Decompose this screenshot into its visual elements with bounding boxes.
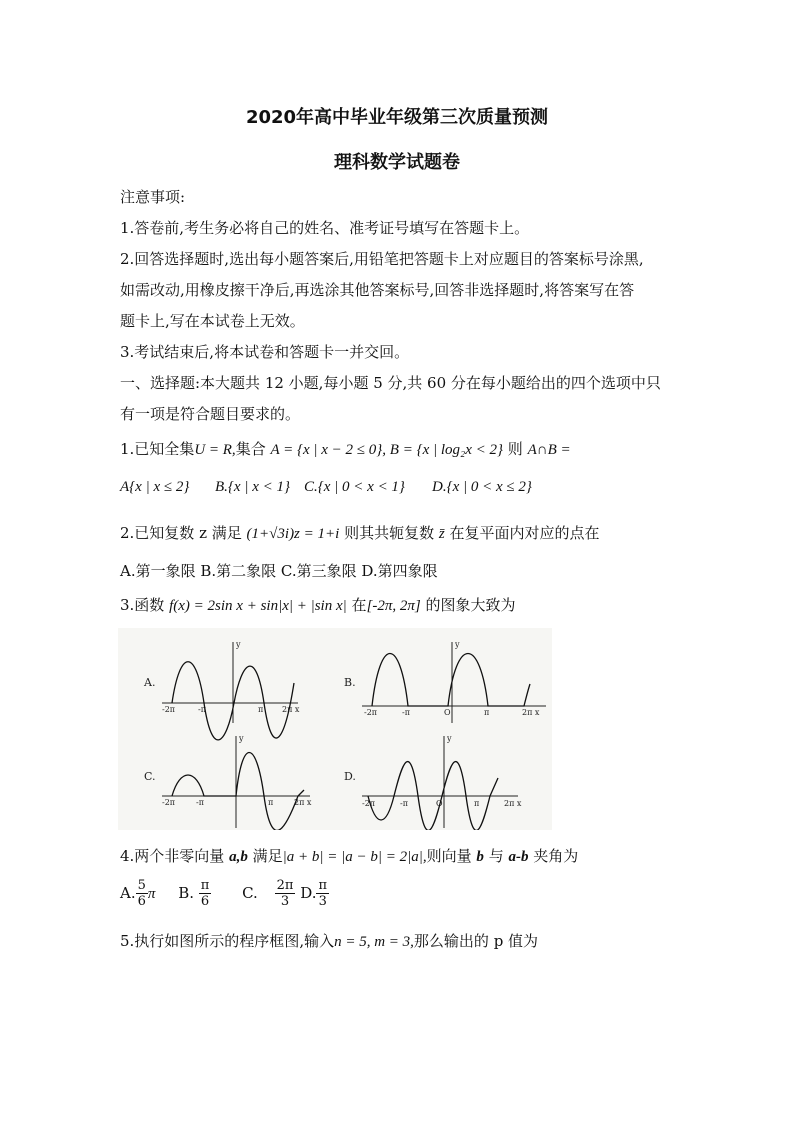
section-heading-line1: 一、选择题:本大题共 12 小题,每小题 5 分,共 60 分在每小题给出的四个选项中只 — [120, 374, 661, 392]
q4-option-a — [120, 878, 160, 909]
graph-a-tick3: π — [258, 705, 264, 714]
graph-a-label: A. — [144, 676, 156, 689]
q3-math-interval: [-2π, 2π] — [366, 598, 421, 614]
q4-text-a: 4.两个非零向量 — [120, 847, 225, 865]
q4-option-c-frac — [275, 878, 296, 909]
q4-math-amb: a-b — [508, 849, 529, 865]
q4-option-a-num: 5 — [137, 878, 146, 893]
graph-d-o: O — [436, 799, 443, 808]
graph-d-label: D. — [344, 770, 356, 783]
graph-b-tick2: -π — [402, 708, 410, 717]
q2-math-eq: (1+√3i)z = 1+i — [246, 526, 340, 542]
notice-heading: 注意事项: — [120, 188, 186, 206]
notice-item-2-line3: 题卡上,写在本试卷上无效。 — [120, 312, 305, 330]
q4-option-d — [300, 878, 329, 909]
q3-graph-figure — [118, 628, 552, 830]
question-1-stem — [120, 438, 571, 461]
q4-math-cond: |a + b| = |a − b| = 2|a|, — [282, 849, 427, 865]
graph-c — [144, 734, 312, 830]
q1-option-b: B.{x | x < 1} — [215, 479, 290, 495]
q4-text-c: 满足 — [252, 847, 283, 865]
q4-option-c-prefix: C. — [242, 883, 258, 902]
q4-option-b-frac — [199, 878, 212, 909]
q1-option-a: A{x | x ≤ 2} — [120, 479, 190, 495]
question-3-stem — [120, 594, 516, 617]
q1-option-d: D.{x | 0 < x ≤ 2} — [432, 479, 532, 495]
q4-text-g: 与 — [488, 847, 504, 865]
question-2-options: A.第一象限 B.第二象限 C.第三象限 D.第四象限 — [120, 562, 438, 580]
graph-d-tick4: 2π x — [504, 799, 522, 808]
graph-c-y: y — [239, 734, 244, 743]
q1-math-u: U = R, — [194, 442, 236, 458]
q4-option-b-prefix: B. — [178, 883, 194, 902]
question-2-stem — [120, 522, 600, 545]
q2-text-a: 2.已知复数 z 满足 — [120, 524, 242, 542]
q4-option-d-num: π — [318, 878, 328, 893]
question-5-stem — [120, 930, 538, 953]
graph-b-tick4: 2π x — [522, 708, 540, 717]
q4-option-b-den: 6 — [200, 894, 210, 909]
graph-c-tick3: π — [268, 798, 274, 807]
q3-graphs-svg — [118, 628, 552, 830]
q1-option-c: C.{x | 0 < x < 1} — [304, 479, 405, 495]
q4-option-d-den: 3 — [318, 894, 327, 909]
q4-option-c-den: 3 — [280, 894, 290, 909]
q5-math-inputs: n = 5, m = 3, — [334, 934, 414, 950]
graph-c-tick1: -2π — [162, 798, 176, 807]
q4-text-i: 夹角为 — [533, 847, 579, 865]
q2-math-conj: z̄ — [438, 526, 445, 542]
graph-b-label: B. — [344, 676, 356, 689]
q4-math-ab: a,b — [229, 849, 248, 865]
q2-text-c: 则其共轭复数 — [344, 524, 435, 542]
graph-a-tick2: -π — [198, 705, 206, 714]
notice-item-1: 1.答卷前,考生务必将自己的姓名、准考证号填写在答题卡上。 — [120, 219, 530, 237]
q4-option-d-prefix: D. — [300, 883, 317, 902]
q3-math-func: f(x) = 2sin x + sin|x| + |sin x| — [169, 598, 347, 614]
notice-item-2-line2: 如需改动,用橡皮擦干净后,再选涂其他答案标号,回答非选择题时,将答案写在答 — [120, 281, 635, 299]
notice-item-3: 3.考试结束后,将本试卷和答题卡一并交回。 — [120, 343, 410, 361]
q5-text-a: 5.执行如图所示的程序框图,输入 — [120, 932, 335, 950]
graph-c-tick4: 2π x — [294, 798, 312, 807]
q1-math-intersection: A∩B = — [527, 442, 571, 458]
q1-math-sets: A = {x | x − 2 ≤ 0}, B = {x | log₂x < 2} — [270, 442, 504, 458]
q2-text-e: 在复平面内对应的点在 — [449, 524, 600, 542]
q4-option-c-num: 2π — [276, 878, 294, 893]
q1-text-c: 集合 — [235, 440, 266, 458]
q4-text-e: 则向量 — [426, 847, 472, 865]
q4-option-d-frac — [316, 878, 329, 909]
graph-b — [344, 640, 546, 723]
q4-option-a-prefix: A. — [120, 883, 136, 902]
q3-text-a: 3.函数 — [120, 596, 165, 614]
q4-math-b: b — [476, 849, 484, 865]
graph-b-o: O — [444, 708, 451, 717]
graph-d — [344, 734, 522, 830]
graph-b-tick1: -2π — [364, 708, 378, 717]
graph-c-label: C. — [144, 770, 156, 783]
q4-option-b — [178, 878, 216, 909]
graph-d-tick1: -2π — [362, 799, 376, 808]
graph-c-tick2: -π — [196, 798, 204, 807]
exam-subtitle: 理科数学试题卷 — [334, 152, 460, 173]
graph-d-y: y — [447, 734, 452, 743]
q3-text-e: 的图象大致为 — [425, 596, 516, 614]
q4-option-a-den: 6 — [137, 894, 146, 909]
question-4-stem — [120, 845, 578, 868]
graph-a — [143, 640, 300, 740]
graph-d-tick2: -π — [400, 799, 408, 808]
q1-text-a: 1.已知全集 — [120, 440, 195, 458]
graph-a-y: y — [236, 640, 241, 649]
q4-option-a-frac — [136, 878, 148, 909]
question-4-options — [120, 878, 329, 909]
graph-a-tick1: -2π — [162, 705, 176, 714]
q4-option-a-suffix: π — [147, 885, 156, 902]
q1-text-e: 则 — [507, 440, 523, 458]
graph-d-tick3: π — [474, 799, 480, 808]
q3-text-c: 在 — [351, 596, 367, 614]
q4-option-b-num: π — [200, 878, 210, 893]
graph-a-tick4: 2π x — [282, 705, 300, 714]
q5-text-c: 那么输出的 p 值为 — [413, 932, 539, 950]
exam-title: 2020年高中毕业年级第三次质量预测 — [245, 107, 549, 128]
q4-option-c — [242, 878, 300, 909]
notice-item-2-line1: 2.回答选择题时,选出每小题答案后,用铅笔把答题卡上对应题目的答案标号涂黑, — [120, 250, 644, 268]
graph-b-tick3: π — [484, 708, 490, 717]
section-heading-line2: 有一项是符合题目要求的。 — [120, 405, 301, 423]
graph-b-y: y — [455, 640, 460, 649]
